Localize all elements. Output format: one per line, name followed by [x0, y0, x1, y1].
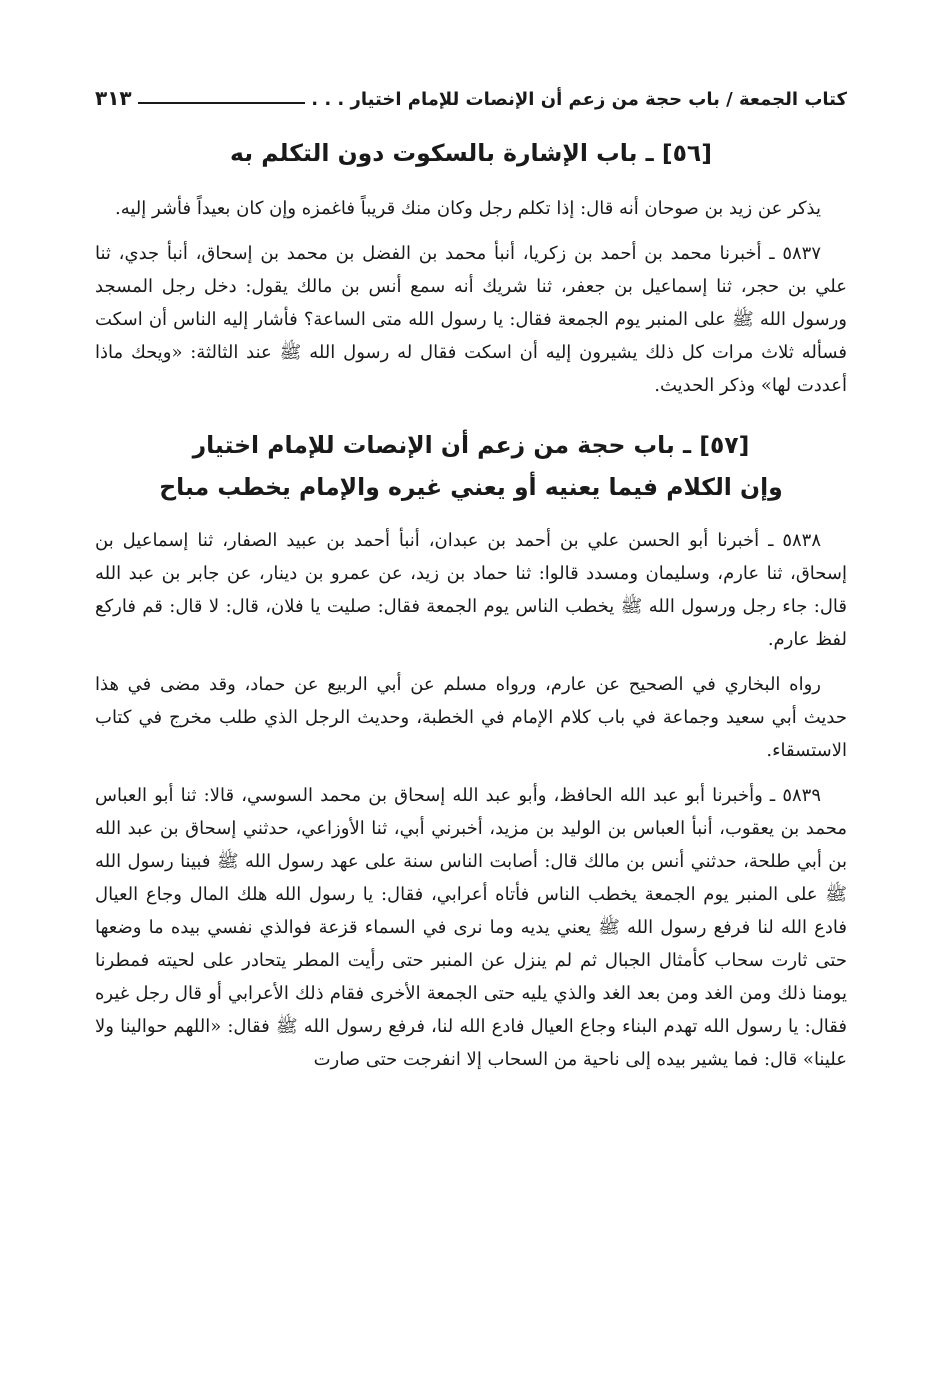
page-header: [95, 70, 847, 110]
chapter-56-title: [٥٦] ـ باب الإشارة بالسكوت دون التكلم به: [230, 139, 712, 167]
chapter-57-title-line2: وإن الكلام فيما يعنيه أو يعني غيره والإمام يخطب مباح: [159, 473, 783, 501]
hadith-5838: ٥٨٣٨ ـ أخبرنا أبو الحسن علي بن أحمد بن عبدان، أنبأ أحمد بن عبيد الصفار، ثنا إسماعيل بن إسحاق، ثنا عارم، وسليمان ومسدد قالوا: ثنا حماد بن زيد، عن عمرو بن دينار، عن جابر بن عبد الله قال: جاء رجل ورسول الله ﷺ يخطب الناس يوم الجمعة فقال: صليت يا فلان، قال: لا قال: قم فاركع لفظ عارم.: [95, 530, 847, 650]
running-title: كتاب الجمعة / باب حجة من زعم أن الإنصات للإمام اختيار . . .: [311, 89, 847, 110]
chapter-57-title-line1: [٥٧] ـ باب حجة من زعم أن الإنصات للإمام اختيار: [192, 431, 750, 459]
page-number: ٣١٣: [95, 86, 132, 110]
header-rule: [138, 102, 306, 104]
hadith-5839: ٥٨٣٩ ـ وأخبرنا أبو عبد الله الحافظ، وأبو عبد الله إسحاق بن محمد السوسي، قالا: ثنا أبو العباس محمد بن يعقوب، أنبأ العباس بن الوليد بن مزيد، أخبرني أبي، ثنا الأوزاعي، حدثني إسحاق بن عبد الله بن أبي طلحة، حدثني أنس بن مالك قال: أصابت الناس سنة على عهد رسول الله ﷺ فبينا رسول الله ﷺ على المنبر يوم الجمعة يخطب الناس فأتاه أعرابي، فقال: يا رسول الله هلك المال وجاع العيال فادع الله لنا فرفع رسول الله ﷺ يعني يديه وما نرى في السماء قزعة فوالذي نفسي بيده ما وضعها حتى ثارت سحاب كأمثال الجبال ثم لم ينزل عن المنبر حتى رأيت المطر يتحادر على لحيته فمطرنا يومنا ذلك ومن الغد ومن بعد الغد والذي يليه حتى الجمعة الأخرى فقام ذلك الأعرابي أو قال رجل غيره فقال: يا رسول الله تهدم البناء وجاع العيال فادع الله لنا، فرفع رسول الله ﷺ فقال: «اللهم حوالينا ولا علينا» قال: فما يشير بيده إلى ناحية من السحاب إلا انفرجت حتى صارت: [95, 785, 847, 1070]
intro-paragraph: يذكر عن زيد بن صوحان أنه قال: إذا تكلم رجل وكان منك قريباً فاغمزه وإن كان بعيداً فأشر إليه.: [114, 198, 821, 219]
hadith-5837: ٥٨٣٧ ـ أخبرنا محمد بن أحمد بن زكريا، أنبأ محمد بن الفضل بن محمد بن إسحاق، أنبأ جدي، ثنا علي بن حجر، ثنا إسماعيل بن جعفر، ثنا شريك أنه سمع أنس بن مالك يقول: دخل رجل المسجد ورسول الله ﷺ على المنبر يوم الجمعة فقال: يا رسول الله متى الساعة؟ فأشار إليه الناس أن اسكت فسأله ثلاث مرات كل ذلك يشيرون إليه أن اسكت فقال له رسول الله ﷺ عند الثالثة: «ويحك ماذا أعددت لها» وذكر الحديث.: [95, 243, 847, 396]
riwaya-paragraph: رواه البخاري في الصحيح عن عارم، ورواه مسلم عن أبي الربيع عن حماد، وقد مضى في هذا حديث أبي سعيد وجماعة في باب كلام الإمام في الخطبة، وحديث الرجل الذي طلب مخرج في كتاب الاستسقاء.: [95, 674, 847, 761]
chapter-57-heading: [95, 424, 847, 508]
book-page: [95, 70, 847, 1076]
